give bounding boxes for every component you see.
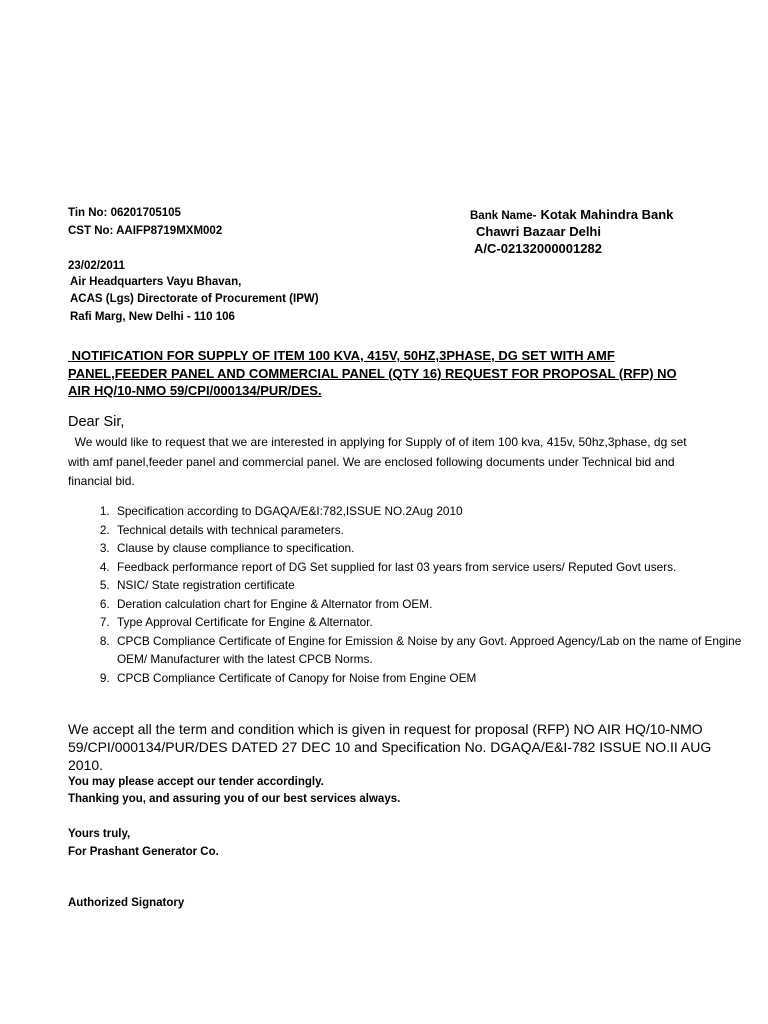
closing-line-1: You may please accept our tender accordingly. [68,776,324,788]
list-item: 2. Technical details with technical parameters. [113,521,753,540]
documents-list [68,502,753,687]
address-line-3: Rafi Marg, New Delhi - 110 106 [70,311,235,323]
subject-heading [68,347,698,400]
address-line-1: Air Headquarters Vayu Bhavan, [70,276,242,288]
list-item: 1. Specification according to DGAQA/E&I:782,ISSUE NO.2Aug 2010 [113,502,753,521]
closing-line-2: Thanking you, and assuring you of our best services always. [68,793,401,805]
bank-branch: Chawri Bazaar Delhi [476,224,601,239]
subject-text: NOTIFICATION FOR SUPPLY OF ITEM 100 KVA, 415V, 50HZ,3PHASE, DG SET WITH AMF PANEL,FEEDER PANEL AND COMMERCIAL PANEL (QTY 16) REQUEST FOR PROPOSAL (RFP) NO AIR HQ/10-NMO 59/CPI/000134/PUR/DES. [68,348,677,398]
bank-name-label: Bank Name- [470,210,537,222]
list-item: 4. Feedback performance report of DG Set supplied for last 03 years from service users/ Reputed Govt users. [113,558,753,577]
tin-number: Tin No: 06201705105 [68,207,181,219]
list-item: 7. Type Approval Certificate for Engine & Alternator. [113,613,753,632]
list-item: 3. Clause by clause compliance to specification. [113,539,753,558]
yours-truly: Yours truly, [68,828,131,840]
company-name: For Prashant Generator Co. [68,846,219,858]
intro-paragraph [68,433,708,492]
bank-account: A/C-02132000001282 [474,241,602,256]
bank-name-line [470,206,673,224]
list-item: 9. CPCB Compliance Certificate of Canopy for Noise from Engine OEM [113,669,753,688]
salutation: Dear Sir, [68,414,125,430]
address-line-2: ACAS (Lgs) Directorate of Procurement (IPW) [70,293,319,305]
acceptance-paragraph: We accept all the term and condition which is given in request for proposal (RFP) NO AIR HQ/10-NMO 59/CPI/000134/PUR/DES DATED 27 DEC 10 and Specification No. DGAQA/E&I-782 ISSUE NO.II AUG 2010. [68,721,712,773]
list-item: 8. CPCB Compliance Certificate of Engine for Emission & Noise by any Govt. Approed Agency/Lab on the name of Engine OEM/ Manufacturer with the latest CPCB Norms. [113,632,753,669]
list-item: 6. Deration calculation chart for Engine & Alternator from OEM. [113,595,753,614]
intro-text: We would like to request that we are interested in applying for Supply of of item 100 kva, 415v, 50hz,3phase, dg set with amf panel,feeder panel and commercial panel. We are enclosed following documents under Technical bid and financial bid. [68,435,687,488]
bank-name: Kotak Mahindra Bank [540,207,674,222]
letter-date: 23/02/2011 [68,260,125,272]
cst-number: CST No: AAIFP8719MXM002 [68,225,223,237]
authorized-signatory: Authorized Signatory [68,897,185,909]
list-item: 5. NSIC/ State registration certificate [113,576,753,595]
